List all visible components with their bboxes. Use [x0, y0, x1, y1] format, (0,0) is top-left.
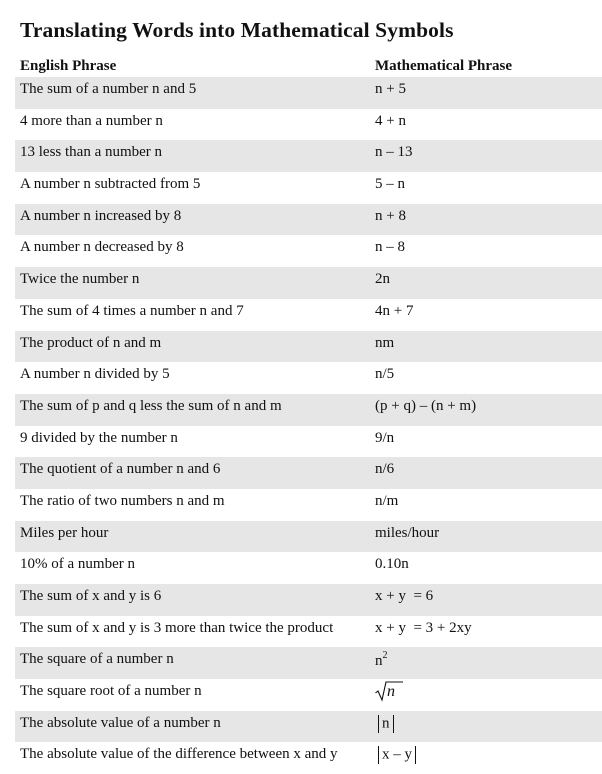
english-phrase: The sum of x and y is 3 more than twice the product — [20, 619, 334, 636]
table-row — [15, 489, 602, 521]
math-phrase: n – 13 — [375, 144, 413, 161]
table-row — [15, 711, 602, 743]
english-phrase: The sum of a number n and 5 — [20, 81, 197, 97]
header-mathematical-phrase: Mathematical Phrase — [375, 58, 513, 74]
header-english-phrase: English Phrase — [20, 58, 117, 74]
table-row — [15, 394, 602, 426]
english-phrase: The product of n and m — [20, 334, 162, 351]
math-phrase-absolute-value — [375, 715, 397, 733]
english-phrase: The absolute value of the difference between x and y — [20, 746, 338, 763]
table-row — [15, 362, 602, 394]
table-row — [15, 331, 602, 363]
english-phrase: Twice the number n — [20, 271, 140, 288]
math-phrase: n + 5 — [375, 81, 406, 97]
english-phrase: 13 less than a number n — [20, 144, 163, 161]
math-phrase: n/5 — [375, 366, 395, 383]
abs-bar-right — [415, 746, 416, 764]
math-phrase: x + y = 6 — [375, 588, 434, 604]
english-phrase: 10% of a number n — [20, 556, 135, 573]
math-phrase: 5 – n — [375, 176, 405, 193]
english-phrase: A number n increased by 8 — [20, 207, 182, 224]
math-phrase: (p + q) – (n + m) — [375, 397, 477, 414]
page-title: Translating Words into Mathematical Symbols — [20, 18, 454, 42]
abs-content: x – y — [382, 746, 412, 763]
table-row — [15, 584, 602, 616]
square-base: n — [375, 653, 383, 670]
english-phrase: The ratio of two numbers n and m — [20, 492, 225, 509]
table-row — [15, 647, 602, 679]
table-row — [15, 204, 602, 236]
radical-sign-icon — [375, 680, 403, 702]
english-phrase: The square root of a number n — [20, 683, 202, 700]
table-row — [15, 457, 602, 489]
math-phrase: 4n + 7 — [375, 302, 414, 319]
table-row — [15, 109, 602, 141]
math-phrase: 9/n — [375, 429, 395, 446]
table-row — [15, 235, 602, 267]
radicand: n — [387, 683, 395, 701]
math-phrase: 4 + n — [375, 112, 406, 129]
abs-bar-left — [378, 715, 379, 733]
square-exponent: 2 — [382, 650, 388, 662]
table-row — [15, 616, 602, 648]
abs-content: n — [382, 715, 390, 732]
english-phrase: The square of a number n — [20, 651, 174, 668]
english-phrase: The absolute value of a number n — [20, 714, 221, 731]
english-phrase: The quotient of a number n and 6 — [20, 461, 221, 478]
math-phrase-square — [375, 651, 388, 670]
table-row — [15, 77, 602, 109]
math-phrase-square-root — [375, 683, 395, 701]
english-phrase: A number n divided by 5 — [20, 366, 170, 383]
math-phrase: n/6 — [375, 461, 395, 478]
table-row — [15, 299, 602, 331]
math-phrase: miles/hour — [375, 524, 440, 541]
math-phrase: n/m — [375, 492, 399, 509]
translation-table — [15, 58, 602, 774]
radical — [375, 683, 395, 701]
english-phrase: A number n decreased by 8 — [20, 239, 184, 256]
table-row — [15, 426, 602, 458]
table-row — [15, 679, 602, 711]
math-phrase: x + y = 3 + 2xy — [375, 619, 472, 636]
math-phrase-absolute-value — [375, 746, 419, 764]
english-phrase: Miles per hour — [20, 524, 109, 541]
english-phrase: The sum of p and q less the sum of n and m — [20, 397, 282, 414]
table-header-row — [15, 58, 602, 77]
english-phrase: 4 more than a number n — [20, 112, 163, 129]
table-row — [15, 742, 602, 774]
abs-bar-right — [393, 715, 394, 733]
table-row — [15, 172, 602, 204]
table-row — [15, 140, 602, 172]
table-row — [15, 267, 602, 299]
table-row — [15, 521, 602, 553]
english-phrase: The sum of 4 times a number n and 7 — [20, 302, 244, 319]
english-phrase: 9 divided by the number n — [20, 429, 178, 446]
table-row — [15, 552, 602, 584]
math-phrase: nm — [375, 334, 395, 351]
math-phrase: 0.10n — [375, 556, 409, 573]
math-phrase: n – 8 — [375, 239, 405, 256]
english-phrase: The sum of x and y is 6 — [20, 588, 162, 604]
abs-bar-left — [378, 746, 379, 764]
english-phrase: A number n subtracted from 5 — [20, 176, 201, 193]
math-phrase: 2n — [375, 271, 390, 288]
math-phrase: n + 8 — [375, 207, 406, 224]
